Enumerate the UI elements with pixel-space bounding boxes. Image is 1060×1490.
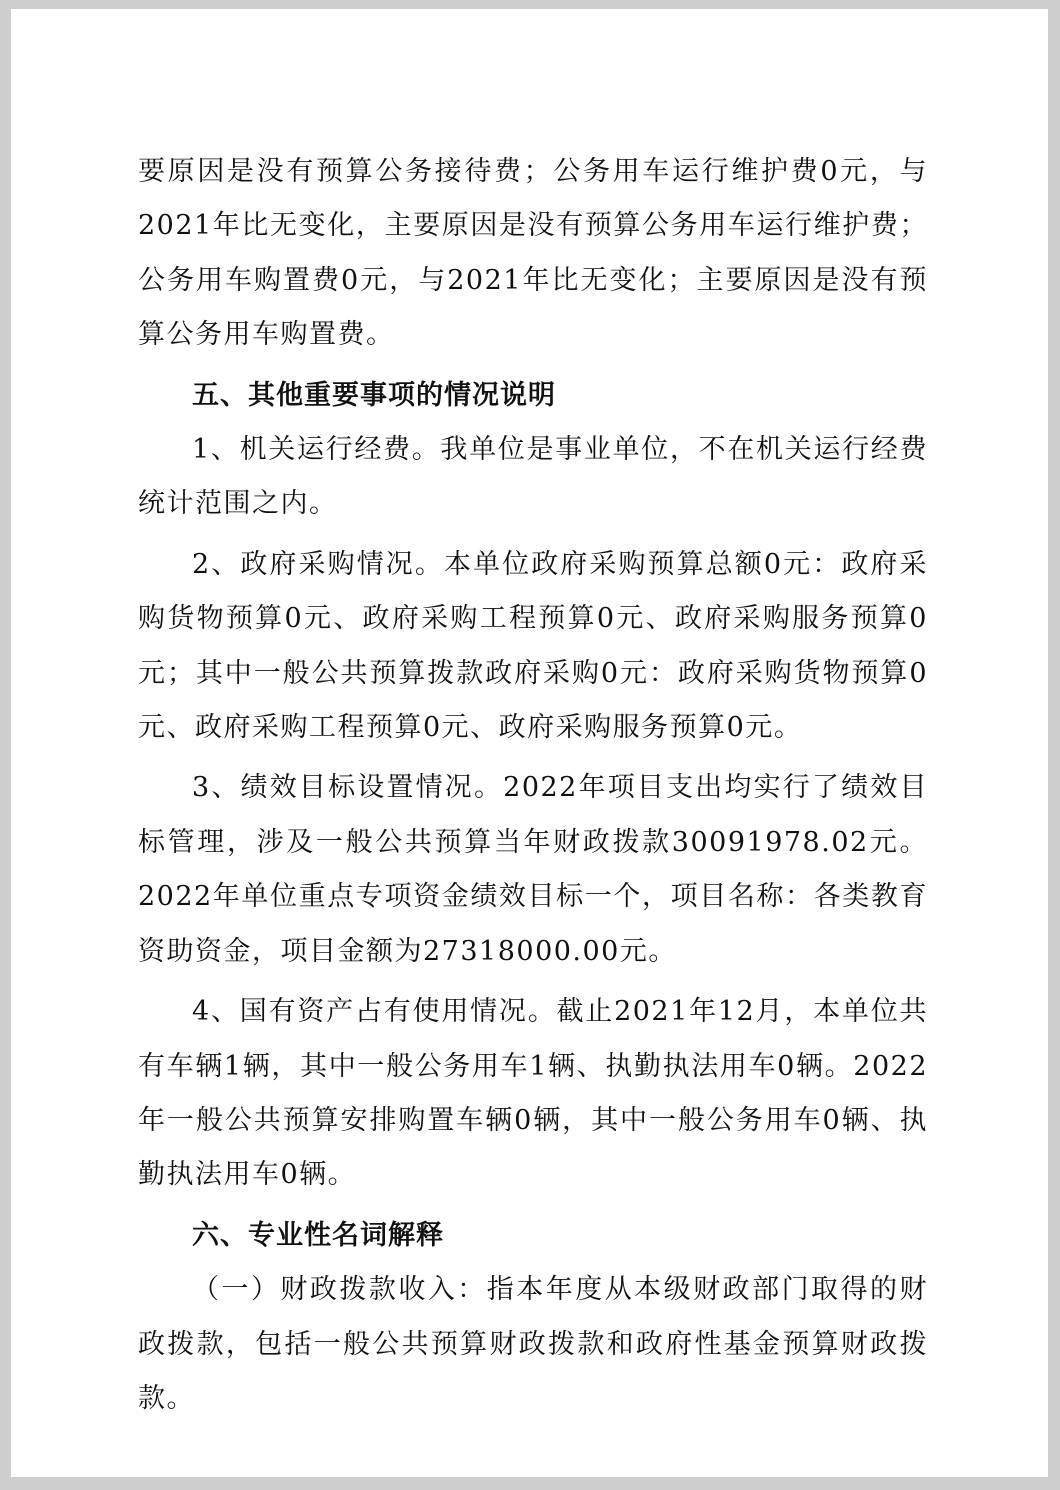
- paragraph-vehicle-costs: 要原因是没有预算公务接待费；公务用车运行维护费0元，与2021年比无变化，主要原因是没有预算公务用车运行维护费；公务用车购置费0元，与2021年比无变化；主要原因是没有预算公务用车购置费。: [138, 156, 928, 351]
- paragraph-fiscal-appropriation: （一）财政拨款收入：指本年度从本级财政部门取得的财政拨款，包括一般公共预算财政拨款和政府性基金预算财政拨款。: [138, 1274, 928, 1414]
- document-body: [138, 145, 928, 1426]
- paragraph-state-assets: 4、国有资产占有使用情况。截止2021年12月，本单位共有车辆1辆，其中一般公务用车1辆、执勤执法用车0辆。2022年一般公共预算安排购置车辆0辆，其中一般公务用车0辆、执勤执法用车0辆。: [138, 996, 928, 1191]
- paragraph-performance-goals: 3、绩效目标设置情况。2022年项目支出均实行了绩效目标管理，涉及一般公共预算当年财政拨款30091978.02元。2022年单位重点专项资金绩效目标一个，项目名称：各类教育资助资金，项目金额为27318000.00元。: [138, 772, 928, 967]
- paragraph-operating-expenses: 1、机关运行经费。我单位是事业单位，不在机关运行经费统计范围之内。: [138, 434, 928, 520]
- paragraph-procurement: 2、政府采购情况。本单位政府采购预算总额0元：政府采购货物预算0元、政府采购工程预算0元、政府采购服务预算0元；其中一般公共预算拨款政府采购0元：政府采购货物预算0元、政府采购工程预算0元、政府采购服务预算0元。: [138, 548, 928, 744]
- section-heading-terminology: 六、专业性名词解释: [192, 1219, 444, 1251]
- section-heading-other-matters: 五、其他重要事项的情况说明: [192, 379, 556, 411]
- document-page: [11, 9, 1048, 1477]
